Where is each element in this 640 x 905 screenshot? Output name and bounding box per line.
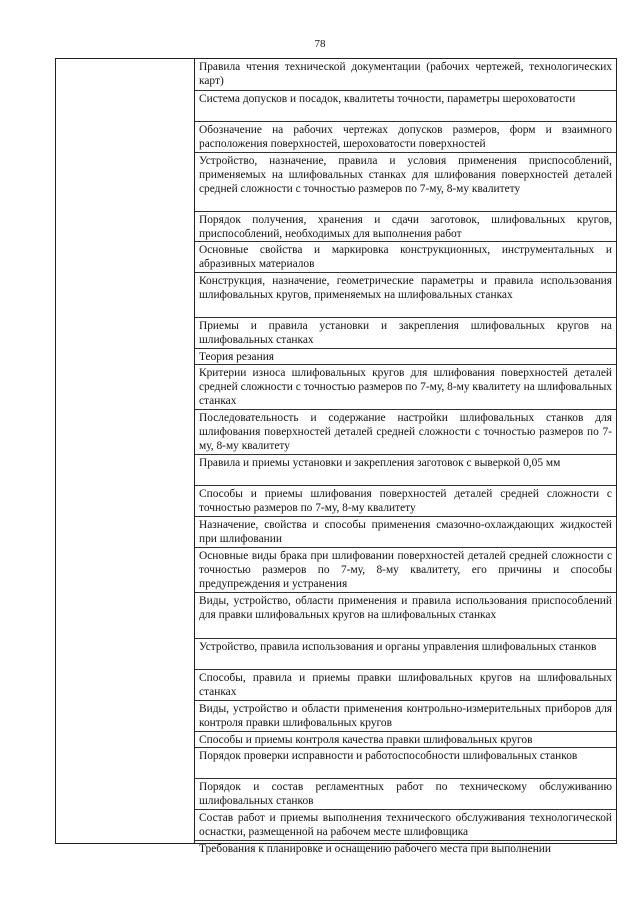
table-row: Критерии износа шлифовальных кругов для шлифования поверхностей деталей средней сложности с точностью размеров по 7-му, 8-му квалитету на шлифовальных станках — [195, 365, 616, 410]
table-row: Приемы и правила установки и закрепления шлифовальных кругов на шлифовальных станках — [195, 318, 616, 349]
table-row: Правила чтения технической документации (рабочих чертежей, технологических карт) — [195, 59, 616, 91]
table-row: Способы и приемы контроля качества правки шлифовальных кругов — [195, 732, 616, 748]
knowledge-table — [55, 58, 617, 855]
table-row: Система допусков и посадок, квалитеты точности, параметры шероховатости — [195, 91, 616, 122]
table-right-column — [195, 59, 616, 855]
page-number: 78 — [314, 38, 326, 50]
table-row: Конструкция, назначение, геометрические параметры и правила использования шлифовальных кругов, применяемых на шлифовальных станках — [195, 273, 616, 318]
table-row: Последовательность и содержание настройки шлифовальных станков для шлифования поверхностей деталей средней сложности с точностью размеров по 7-му, 8-му квалитету — [195, 410, 616, 455]
table-row: Виды, устройство, области применения и правила использования приспособлений для правки шлифовальных кругов на шлифовальных станках — [195, 593, 616, 639]
table-row: Правила и приемы установки и закрепления заготовок с выверкой 0,05 мм — [195, 455, 616, 486]
table-row: Обозначение на рабочих чертежах допусков размеров, форм и взаимного расположения поверхностей, шероховатости поверхностей — [195, 122, 616, 153]
table-row: Основные виды брака при шлифовании поверхностей деталей средней сложности с точностью размеров по 7-му, 8-му квалитету, его причины и способы предупреждения и устранения — [195, 548, 616, 593]
table-row: Способы, правила и приемы правки шлифовальных кругов на шлифовальных станках — [195, 670, 616, 701]
table-row: Порядок проверки исправности и работоспособности шлифовальных станков — [195, 748, 616, 779]
table-row: Устройство, назначение, правила и условия применения приспособлений, применяемых на шлифовальных станках для шлифования поверхностей деталей средней сложности с точностью размеров по 7-му, 8-му квалитету — [195, 153, 616, 212]
table-row: Требования к планировке и оснащению рабочего места при выполнении — [199, 843, 551, 855]
table-row: Порядок и состав регламентных работ по техническому обслуживанию шлифовальных станков — [195, 779, 616, 810]
table-row: Теория резания — [195, 349, 616, 365]
table-row: Способы и приемы шлифования поверхностей деталей средней сложности с точностью размеров по 7-му, 8-му квалитету — [195, 486, 616, 517]
table-row: Устройство, правила использования и органы управления шлифовальных станков — [195, 639, 616, 670]
table-row: Порядок получения, хранения и сдачи заготовок, шлифовальных кругов, приспособлений, необходимых для выполнения работ — [195, 212, 616, 242]
table-row: Назначение, свойства и способы применения смазочно-охлаждающих жидкостей при шлифовании — [195, 517, 616, 548]
table-row: Основные свойства и маркировка конструкционных, инструментальных и абразивных материалов — [195, 242, 616, 273]
table-row: Виды, устройство и области применения контрольно-измерительных приборов для контроля правки шлифовальных кругов — [195, 701, 616, 732]
table-row: Состав работ и приемы выполнения технического обслуживания технологической оснастки, размещенной на рабочем месте шлифовщика — [195, 810, 616, 841]
table-left-column — [56, 59, 195, 843]
